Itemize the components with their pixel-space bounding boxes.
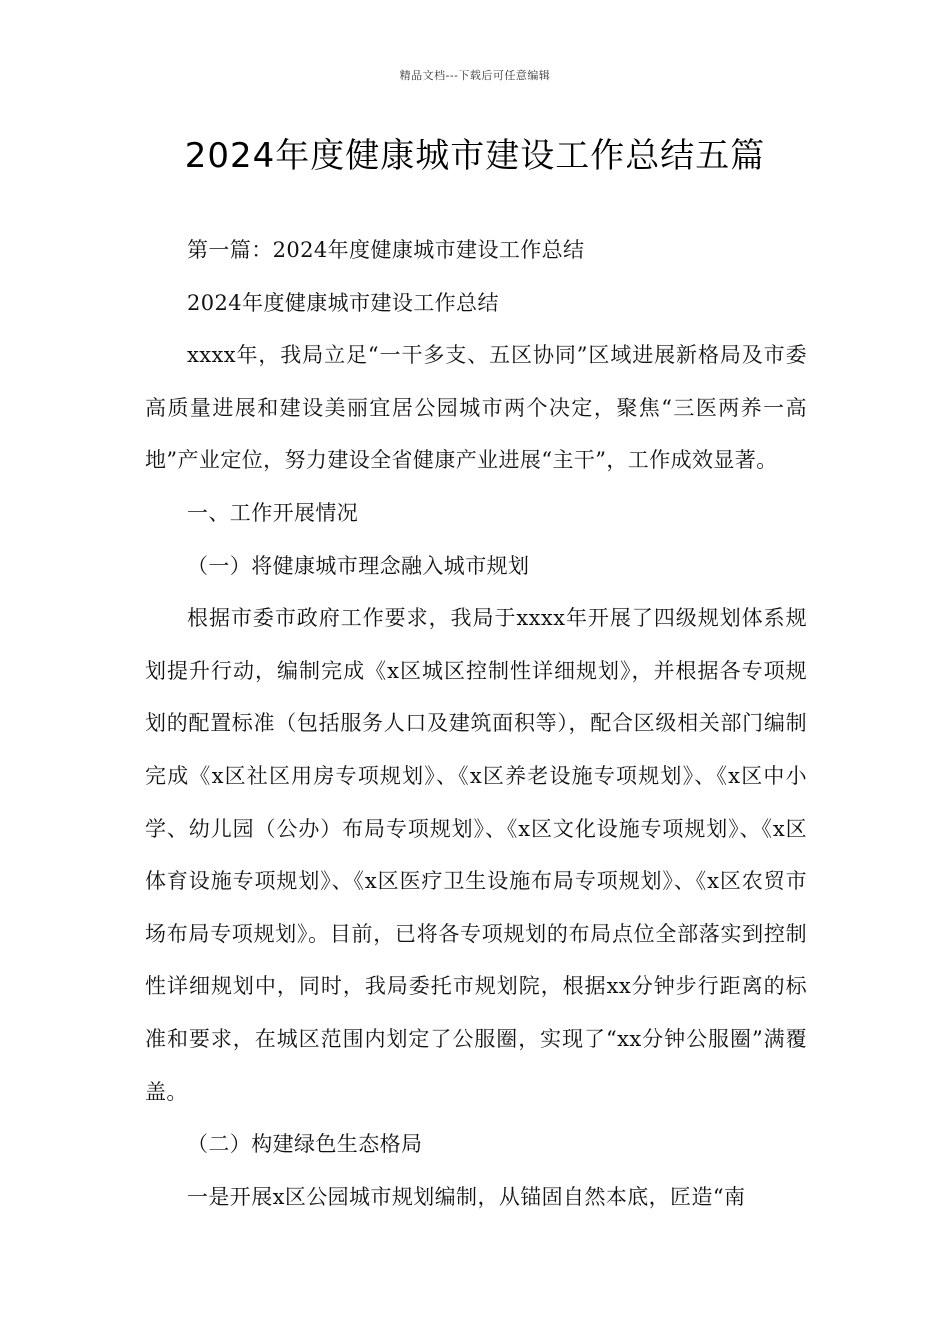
document-body <box>145 224 807 1223</box>
subsection-heading-ecology: （二）构建绿色生态格局 <box>187 1132 423 1157</box>
section-heading-part-one: 第一篇：2024年度健康城市建设工作总结 <box>187 238 585 262</box>
subsection-heading-planning: （一）将健康城市理念融入城市规划 <box>187 553 530 578</box>
subtitle: 2024年度健康城市建设工作总结 <box>187 290 499 315</box>
intro-paragraph: xxxx年，我局立足“一干多支、五区协同”区域进展新格局及市委高质量进展和建设美丽宜居公园城市两个决定，聚焦“三医两养一高地”产业定位，努力建设全省健康产业进展“主干”，工作成效显著。 <box>145 343 807 473</box>
planning-paragraph: 根据市委市政府工作要求，我局于xxxx年开展了四级规划体系规划提升行动，编制完成《x区城区控制性详细规划》，并根据各专项规划的配置标准（包括服务人口及建筑面积等），配合区级相关部门编制完成《x区社区用房专项规划》、《x区养老设施专项规划》、《x区中小学、幼儿园（公办）布局专项规划》、《x区文化设施专项规划》、《x区体育设施专项规划》、《x区医疗卫生设施布局专项规划》、《x区农贸市场布局专项规划》。目前，已将各专项规划的布局点位全部落实到控制性详细规划中，同时，我局委托市规划院，根据xx分钟步行距离的标准和要求，在城区范围内划定了公服圈，实现了“xx分钟公服圈”满覆盖。 <box>145 606 807 1104</box>
section-heading-work-status: 一、工作开展情况 <box>187 500 359 525</box>
ecology-paragraph: 一是开展x区公园城市规划编制，从锚固自然本底，匠造“南 <box>187 1184 746 1209</box>
document-title: 2024年度健康城市建设工作总结五篇 <box>184 136 766 176</box>
header-note: 精品文档---下载后可任意编辑 <box>399 69 551 82</box>
